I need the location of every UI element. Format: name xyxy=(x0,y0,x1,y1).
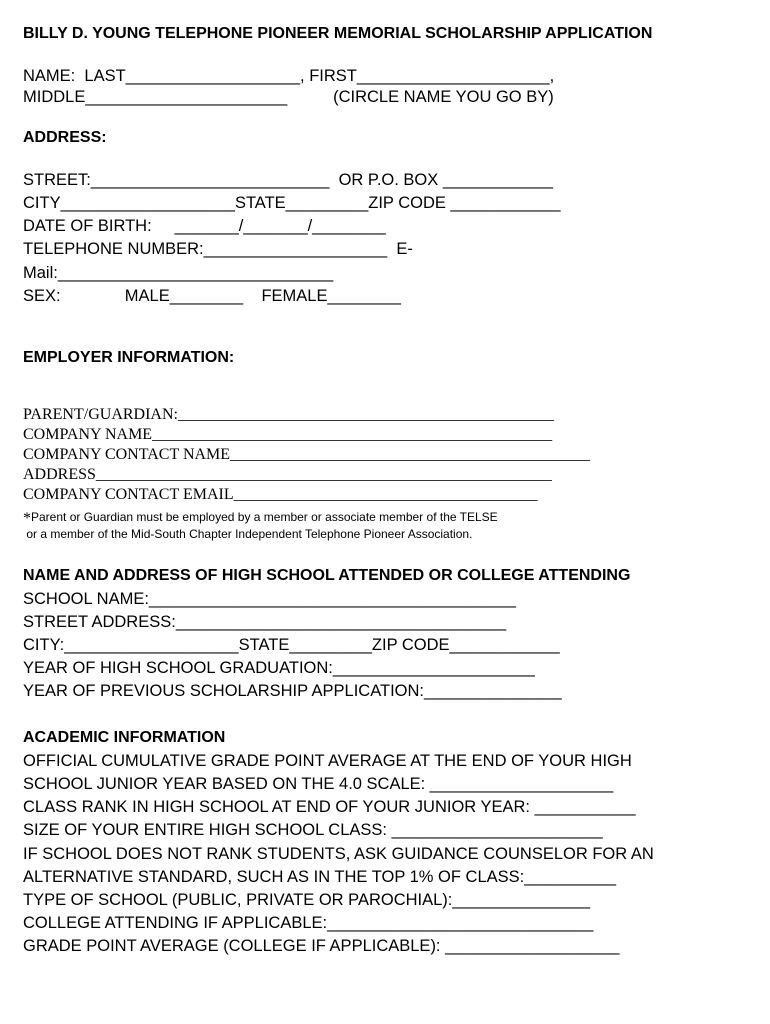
alternative-standard-line-2: ALTERNATIVE STANDARD, SUCH AS IN THE TOP 1% OF CLASS:__________ xyxy=(23,868,617,886)
school-type-line: TYPE OF SCHOOL (PUBLIC, PRIVATE OR PAROCHIAL):_______________ xyxy=(23,891,591,909)
school-name-line: SCHOOL NAME:________________________________________ xyxy=(23,590,516,608)
address-heading: ADDRESS: xyxy=(23,129,107,146)
graduation-year-line: YEAR OF HIGH SCHOOL GRADUATION:______________________ xyxy=(23,659,535,677)
company-name-line: COMPANY NAME__________________________________________________ xyxy=(23,426,553,443)
class-size-line: SIZE OF YOUR ENTIRE HIGH SCHOOL CLASS: _______________________ xyxy=(23,821,603,839)
street-line: STREET:__________________________ OR P.O. BOX ____________ xyxy=(23,171,553,189)
school-city-line: CITY:___________________STATE_________ZIP CODE____________ xyxy=(23,636,560,654)
form-title: BILLY D. YOUNG TELEPHONE PIONEER MEMORIAL SCHOLARSHIP APPLICATION xyxy=(23,25,653,42)
middle-name-line: MIDDLE______________________ (CIRCLE NAME YOU GO BY) xyxy=(23,88,554,106)
class-rank-line: CLASS RANK IN HIGH SCHOOL AT END OF YOUR JUNIOR YEAR: ___________ xyxy=(23,798,636,816)
employer-heading: EMPLOYER INFORMATION: xyxy=(23,349,235,366)
college-attending-line: COLLEGE ATTENDING IF APPLICABLE:_____________________________ xyxy=(23,914,594,932)
college-gpa-line: GRADE POINT AVERAGE (COLLEGE IF APPLICABLE): ___________________ xyxy=(23,937,620,955)
company-address-line: ADDRESS_________________________________________________________ xyxy=(23,466,552,483)
email-line: Mail:______________________________ xyxy=(23,264,334,282)
parent-guardian-line: PARENT/GUARDIAN:_______________________________________________ xyxy=(23,406,554,423)
school-street-line: STREET ADDRESS:____________________________________ xyxy=(23,613,507,631)
academic-heading: ACADEMIC INFORMATION xyxy=(23,729,226,746)
name-line: NAME: LAST___________________, FIRST_____________________, xyxy=(23,67,555,85)
note-asterisk: * xyxy=(23,510,31,527)
school-heading: NAME AND ADDRESS OF HIGH SCHOOL ATTENDED OR COLLEGE ATTENDING xyxy=(23,567,631,584)
company-contact-email-line: COMPANY CONTACT EMAIL______________________________________ xyxy=(23,486,538,503)
sex-line: SEX: MALE________ FEMALE________ xyxy=(23,287,401,305)
alternative-standard-line-1: IF SCHOOL DOES NOT RANK STUDENTS, ASK GUIDANCE COUNSELOR FOR AN xyxy=(23,845,654,863)
note-line-1: Parent or Guardian must be employed by a member or associate member of the TELSE xyxy=(31,510,498,524)
gpa-line-2: SCHOOL JUNIOR YEAR BASED ON THE 4.0 SCALE: ____________________ xyxy=(23,775,614,793)
company-contact-name-line: COMPANY CONTACT NAME_____________________________________________ xyxy=(23,446,591,463)
city-state-zip-line: CITY___________________STATE_________ZIP CODE ____________ xyxy=(23,194,561,212)
previous-application-line: YEAR OF PREVIOUS SCHOLARSHIP APPLICATION:_______________ xyxy=(23,682,562,700)
date-of-birth-line: DATE OF BIRTH: _______/_______/________ xyxy=(23,217,386,235)
gpa-line-1: OFFICIAL CUMULATIVE GRADE POINT AVERAGE AT THE END OF YOUR HIGH xyxy=(23,752,632,770)
note-line-2: or a member of the Mid-South Chapter Independent Telephone Pioneer Association. xyxy=(23,527,473,541)
telephone-line: TELEPHONE NUMBER:____________________ E- xyxy=(23,240,413,258)
employment-note xyxy=(23,510,498,528)
